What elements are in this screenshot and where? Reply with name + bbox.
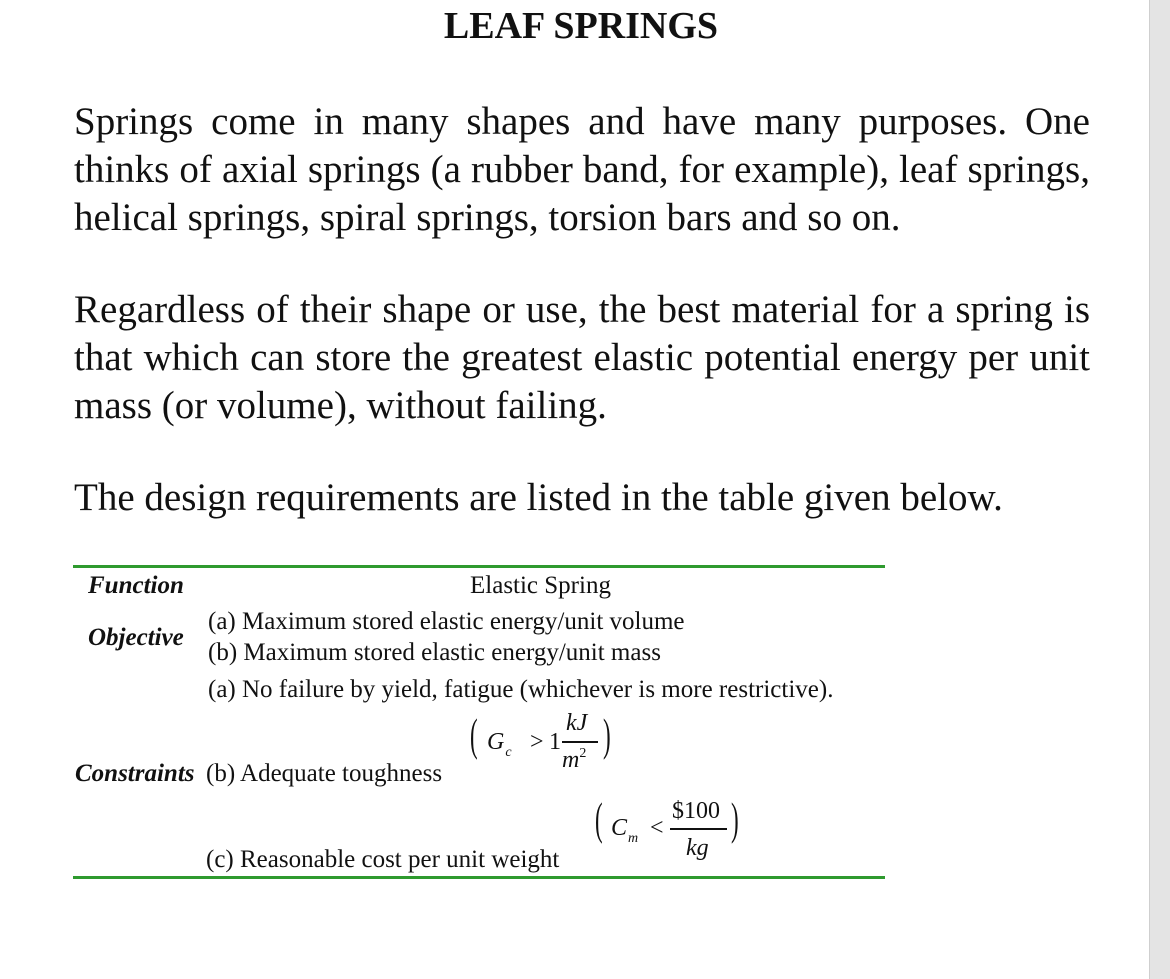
cost-fraction-bar: [670, 828, 727, 830]
function-value: Elastic Spring: [470, 572, 611, 599]
page-edge-scrollbar[interactable]: [1149, 0, 1170, 979]
cost-open-paren: (: [595, 793, 603, 844]
cost-denominator: kg: [686, 835, 709, 861]
function-label: Function: [88, 572, 184, 599]
toughness-numerator: kJ: [566, 710, 588, 736]
table-bottom-rule: [73, 876, 885, 879]
objective-item-a: (a) Maximum stored elastic energy/unit volume: [208, 608, 685, 635]
objective-item-b: (b) Maximum stored elastic energy/unit mass: [208, 639, 661, 666]
constraint-item-a: (a) No failure by yield, fatigue (whichever is more restrictive).: [208, 676, 834, 703]
objective-label: Objective: [88, 624, 184, 651]
toughness-close-paren: ): [603, 709, 611, 760]
toughness-open-paren: (: [470, 709, 478, 760]
cost-close-paren: ): [731, 793, 739, 844]
page-title: LEAF SPRINGS: [443, 5, 719, 47]
cost-numerator: $100: [672, 798, 720, 824]
paragraph-best-material: Regardless of their shape or use, the best material for a spring is that which can store the greatest elastic potential energy per unit mass (or volume), without failing.: [74, 288, 1090, 427]
cost-operator: <: [650, 815, 664, 841]
cost-symbol: $C_m$: [611, 815, 639, 846]
paragraph-design-requirements: The design requirements are listed in the table given below.: [74, 476, 1003, 519]
constraint-item-b: (b) Adequate toughness: [206, 760, 443, 787]
paragraph-springs-intro: Springs come in many shapes and have many purposes. One thinks of axial springs (a rubber band, for example), leaf springs, helical springs, spiral springs, torsion bars and so on.: [74, 100, 1090, 239]
toughness-operator: >: [530, 729, 544, 755]
toughness-value: 1: [549, 729, 561, 755]
toughness-denominator: $m^2$: [562, 746, 587, 773]
toughness-fraction-bar: [562, 741, 598, 743]
toughness-symbol: $G_c$: [487, 729, 512, 760]
table-top-rule: [73, 565, 885, 568]
constraint-item-c: (c) Reasonable cost per unit weight: [206, 846, 560, 873]
constraints-label: Constraints: [75, 760, 195, 787]
